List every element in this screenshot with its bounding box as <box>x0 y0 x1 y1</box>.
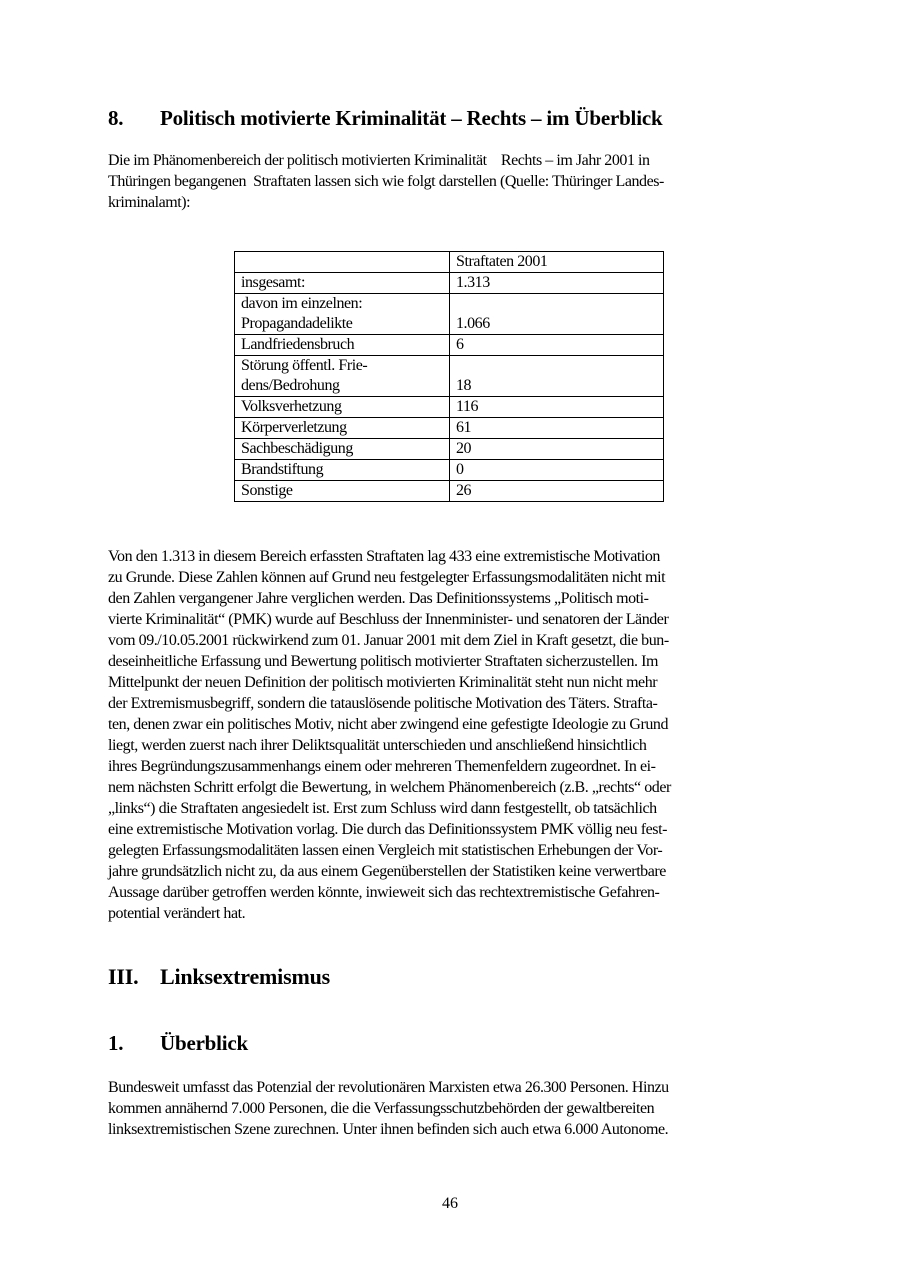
table-row <box>235 273 664 294</box>
text-line: nem nächsten Schritt erfolgt die Bewertung, in welchem Phänomenbereich (z.B. „rechts“ oder <box>108 779 671 796</box>
table-label-line: davon im einzelnen: <box>241 295 363 312</box>
table-row <box>235 439 664 460</box>
table-value-cell: 0 <box>450 460 664 481</box>
table-header-row <box>235 252 664 273</box>
section-8-intro-paragraph <box>108 150 664 213</box>
text-line: der Extremismusbegriff, sondern die tatauslösende politische Motivation des Täters. Strafta- <box>108 695 658 712</box>
text-line: deseinheitliche Erfassung und Bewertung politisch motivierter Straftaten sicherzustellen. Im <box>108 653 658 670</box>
text-line: liegt, werden zuerst nach ihrer Deliktsqualität unterschieden und anschließend hinsichtlich <box>108 737 647 754</box>
text-line: eine extremistische Motivation vorlag. Die durch das Definitionssystem PMK völlig neu fest- <box>108 821 667 838</box>
table-row <box>235 418 664 439</box>
text-line: ihres Begründungszusammenhangs einem oder mehreren Themenfeldern zugeordnet. In ei- <box>108 758 656 775</box>
section-8-title: Politisch motivierte Kriminalität – Rechts – im Überblick <box>160 106 663 130</box>
table-label-cell <box>235 294 450 335</box>
section-iii-title: Linksextremismus <box>160 964 330 989</box>
table-row <box>235 460 664 481</box>
table-label-cell <box>235 356 450 397</box>
table-value-cell: 26 <box>450 481 664 502</box>
table-row <box>235 294 664 335</box>
text-line: linksextremistischen Szene zurechnen. Unter ihnen befinden sich auch etwa 6.000 Autonome. <box>108 1121 669 1138</box>
text-line: Aussage darüber getroffen werden könnte, inwieweit sich das rechtextremistische Gefahren- <box>108 884 660 901</box>
table-row <box>235 335 664 356</box>
table-value-cell: 6 <box>450 335 664 356</box>
table-value-cell: 1.313 <box>450 273 664 294</box>
table-row <box>235 397 664 418</box>
table-row <box>235 356 664 397</box>
section-8-heading <box>108 106 662 131</box>
text-line: vom 09./10.05.2001 rückwirkend zum 01. Januar 2001 mit dem Ziel in Kraft gesetzt, die bun- <box>108 632 669 649</box>
text-line: Mittelpunkt der neuen Definition der politisch motivierten Kriminalität steht nun nicht mehr <box>108 674 658 691</box>
table-label-cell <box>235 460 450 481</box>
text-line: zu Grunde. Diese Zahlen können auf Grund neu festgelegter Erfassungsmodalitäten nicht mit <box>108 569 666 586</box>
table-value-cell: 20 <box>450 439 664 460</box>
table-label-cell <box>235 439 450 460</box>
text-line: Thüringen begangenen Straftaten lassen sich wie folgt darstellen (Quelle: Thüringer Landes- <box>108 173 664 190</box>
table-label-line: Körperverletzung <box>241 419 347 436</box>
section-1-heading <box>108 1031 248 1056</box>
page-number: 46 <box>442 1195 458 1212</box>
table-label-line: insgesamt: <box>241 274 305 291</box>
table-label-line: Propagandadelikte <box>241 315 353 332</box>
text-line: potential verändert hat. <box>108 905 246 922</box>
analysis-paragraph <box>108 546 671 924</box>
text-line: „links“) die Straftaten angesiedelt ist. Erst zum Schluss wird dann festgestellt, ob tatsächlich <box>108 800 657 817</box>
table-label-cell <box>235 397 450 418</box>
section-1-number: 1. <box>108 1031 124 1055</box>
table-label-line: Volksverhetzung <box>241 398 342 415</box>
text-line: Von den 1.313 in diesem Bereich erfassten Straftaten lag 433 eine extremistische Motivation <box>108 548 660 565</box>
text-line: kommen annähernd 7.000 Personen, die die Verfassungsschutzbehörden der gewaltbereiten <box>108 1100 655 1117</box>
text-line: gelegten Erfassungsmodalitäten lassen einen Vergleich mit statistischen Erhebungen der Vor- <box>108 842 663 859</box>
text-line: den Zahlen vergangener Jahre verglichen werden. Das Definitionssystems „Politisch moti- <box>108 590 649 607</box>
table-label-cell <box>235 418 450 439</box>
text-line: ten, denen zwar ein politisches Motiv, nicht aber zwingend eine gefestigte Ideologie zu Grund <box>108 716 669 733</box>
text-line: Bundesweit umfasst das Potenzial der revolutionären Marxisten etwa 26.300 Personen. Hinzu <box>108 1079 669 1096</box>
section-iii-number: III. <box>108 964 139 989</box>
table-label-line: Störung öffentl. Frie- <box>241 357 368 374</box>
section-8-number: 8. <box>108 106 124 130</box>
section-iii-heading <box>108 964 330 990</box>
crime-statistics-table <box>234 251 664 502</box>
table-header-cell <box>235 252 450 273</box>
table-label-cell <box>235 481 450 502</box>
table-value-cell: 18 <box>450 356 664 397</box>
text-line: jahre grundsätzlich nicht zu, da aus einem Gegenüberstellen der Statistiken keine verwertbare <box>108 863 666 880</box>
table-value-cell: 61 <box>450 418 664 439</box>
text-line: Die im Phänomenbereich der politisch motivierten Kriminalität Rechts – im Jahr 2001 in <box>108 152 650 169</box>
table-label-line: Sonstige <box>241 482 293 499</box>
section-1-title: Überblick <box>160 1031 249 1055</box>
table-label-line: Brandstiftung <box>241 461 324 478</box>
text-line: kriminalamt): <box>108 194 191 211</box>
table-label-line: Landfriedensbruch <box>241 336 355 353</box>
table-row <box>235 481 664 502</box>
table-label-cell <box>235 335 450 356</box>
table-label-line: dens/Bedrohung <box>241 377 340 394</box>
table-label-line: Sachbeschädigung <box>241 440 353 457</box>
table-label-cell <box>235 273 450 294</box>
table-header-cell: Straftaten 2001 <box>450 252 664 273</box>
text-line: vierte Kriminalität“ (PMK) wurde auf Beschluss der Innenminister- und senatoren der Länder <box>108 611 669 628</box>
table-value-cell: 116 <box>450 397 664 418</box>
overview-paragraph <box>108 1077 669 1140</box>
table-value-cell: 1.066 <box>450 294 664 335</box>
